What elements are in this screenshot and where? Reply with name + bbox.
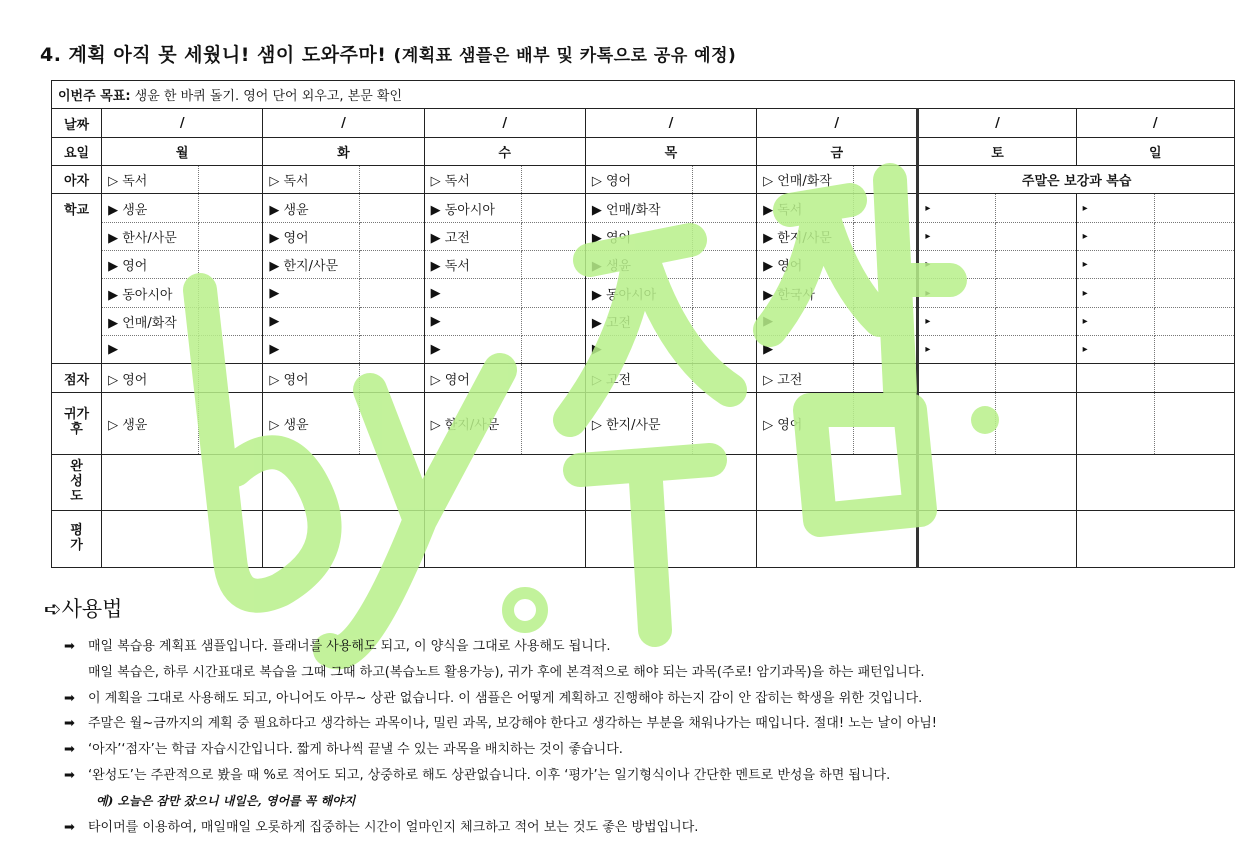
note-item: [64, 660, 937, 686]
eval-cell[interactable]: [585, 511, 756, 568]
note-item: [64, 634, 937, 660]
morning-task[interactable]: ▷ 영어: [585, 166, 692, 194]
weekday-label: 요일: [52, 137, 102, 165]
weekend-task[interactable]: ▸: [1076, 222, 1154, 250]
weekend-task[interactable]: ▸: [1076, 279, 1154, 307]
eval-cell[interactable]: [424, 511, 585, 568]
school-task[interactable]: ▶ 언매/화작: [585, 194, 692, 222]
completion-label-line2: 성: [70, 473, 83, 489]
weekend-task-check[interactable]: [1154, 336, 1234, 364]
selfstudy-label: 점자: [52, 364, 102, 392]
goal-label: 이번주 목표:: [58, 89, 131, 105]
eval-label: [52, 511, 102, 568]
school-task-check[interactable]: [360, 279, 424, 307]
note-text: 타이머를 이용하여, 매일매일 오롯하게 집중하는 시간이 얼마인지 체크하고 적어 보는 것도 좋은 방법입니다.: [88, 819, 699, 835]
home-task[interactable]: ▷ 영어: [757, 392, 854, 454]
arrow-icon: [64, 660, 88, 686]
weekend-task[interactable]: ▸: [1076, 194, 1154, 222]
selfstudy-task[interactable]: ▷ 고전: [757, 364, 854, 392]
school-row: [52, 222, 1235, 250]
weekend-cell[interactable]: [1076, 364, 1154, 392]
school-task[interactable]: ▶ 영어: [585, 222, 692, 250]
home-task-check[interactable]: [360, 392, 424, 454]
school-task-check[interactable]: [693, 336, 757, 364]
arrow-icon: ➡: [64, 742, 75, 758]
completion-label-line1: 완: [70, 458, 83, 474]
weekend-task-check[interactable]: [996, 336, 1076, 364]
school-task[interactable]: ▶: [424, 307, 521, 335]
date-cell[interactable]: /: [1076, 109, 1234, 137]
weekend-cell[interactable]: [918, 392, 996, 454]
weekday-cell: 일: [1076, 137, 1234, 165]
school-task[interactable]: ▶ 동아시아: [102, 279, 199, 307]
school-task-check[interactable]: [521, 279, 585, 307]
weekend-task[interactable]: ▸: [1076, 307, 1154, 335]
note-item: [64, 737, 937, 763]
home-row: [52, 392, 1235, 454]
home-task-check[interactable]: [854, 392, 918, 454]
school-task[interactable]: ▶: [102, 336, 199, 364]
completion-label-line3: 도: [70, 488, 83, 504]
home-task-check[interactable]: [521, 392, 585, 454]
note-text: 예) 오늘은 잠만 잤으니 내일은, 영어를 꼭 해야지: [96, 793, 356, 808]
note-item: [64, 711, 937, 737]
eval-cell[interactable]: [263, 511, 424, 568]
school-task[interactable]: ▶ 한국사: [757, 279, 854, 307]
school-task[interactable]: ▶ 영어: [263, 222, 360, 250]
morning-row: [52, 166, 1235, 194]
school-task-check[interactable]: [521, 222, 585, 250]
school-task-check[interactable]: [693, 279, 757, 307]
school-task-check[interactable]: [521, 194, 585, 222]
school-task-check[interactable]: [693, 194, 757, 222]
eval-cell[interactable]: [102, 511, 263, 568]
arrow-icon: [64, 789, 88, 815]
weekend-task[interactable]: ▸: [918, 279, 996, 307]
morning-label: 아자: [52, 166, 102, 194]
weekend-cell[interactable]: [1076, 392, 1154, 454]
school-task[interactable]: ▶ 독서: [757, 194, 854, 222]
completion-cell[interactable]: [102, 454, 263, 511]
weekday-cell: 수: [424, 137, 585, 165]
home-task[interactable]: ▷ 생윤: [263, 392, 360, 454]
selfstudy-row: [52, 364, 1235, 392]
morning-task[interactable]: ▷ 독서: [102, 166, 199, 194]
morning-task-check[interactable]: [693, 166, 757, 194]
eval-label-line2: 가: [70, 538, 83, 554]
heading-subtitle: (계획표 샘플은 배부 및 카톡으로 공유 예정): [393, 46, 737, 66]
weekend-task-check[interactable]: [996, 307, 1076, 335]
weekday-row: [52, 137, 1235, 165]
school-task-check[interactable]: [693, 222, 757, 250]
goal-cell: [52, 81, 1235, 109]
weekend-cell-check[interactable]: [1154, 364, 1234, 392]
school-row: [52, 307, 1235, 335]
home-task[interactable]: ▷ 한지/사문: [585, 392, 692, 454]
weekend-note: 주말은 보강과 복습: [918, 166, 1235, 194]
usage-notes: [64, 634, 937, 840]
arrow-icon: ➡: [64, 716, 75, 732]
school-task[interactable]: ▶ 독서: [424, 251, 521, 279]
date-row: [52, 109, 1235, 137]
arrow-icon: ➡: [64, 690, 75, 706]
date-cell[interactable]: /: [424, 109, 585, 137]
usage-title: ➪사용법: [44, 597, 123, 621]
completion-cell[interactable]: [263, 454, 424, 511]
morning-task[interactable]: ▷ 언매/화작: [757, 166, 854, 194]
weekend-task-check[interactable]: [996, 279, 1076, 307]
home-task[interactable]: ▷ 한지/사문: [424, 392, 521, 454]
weekend-cell-check[interactable]: [996, 364, 1076, 392]
weekend-task-check[interactable]: [996, 194, 1076, 222]
school-task[interactable]: ▶: [757, 307, 854, 335]
school-task[interactable]: ▶: [585, 336, 692, 364]
school-task[interactable]: ▶ 한지/사문: [263, 251, 360, 279]
selfstudy-task-check[interactable]: [199, 364, 263, 392]
school-task-check[interactable]: [199, 194, 263, 222]
school-task[interactable]: ▶ 생윤: [102, 194, 199, 222]
school-task[interactable]: ▶ 영어: [102, 251, 199, 279]
weekend-cell[interactable]: [918, 364, 996, 392]
completion-cell[interactable]: [918, 454, 1076, 511]
school-task-check[interactable]: [854, 279, 918, 307]
school-task[interactable]: ▶: [424, 279, 521, 307]
eval-row: [52, 511, 1235, 568]
heading-title: 4. 계획 아직 못 세웠니! 샘이 도와주마!: [40, 44, 387, 66]
weekend-task-check[interactable]: [996, 251, 1076, 279]
note-item: [64, 789, 937, 815]
school-task[interactable]: ▶ 고전: [424, 222, 521, 250]
school-task[interactable]: ▶ 생윤: [585, 251, 692, 279]
school-task-check[interactable]: [693, 251, 757, 279]
school-task[interactable]: ▶: [263, 279, 360, 307]
date-cell[interactable]: /: [263, 109, 424, 137]
note-item: [64, 763, 937, 789]
weekday-cell: 목: [585, 137, 756, 165]
school-task[interactable]: ▶: [263, 307, 360, 335]
eval-cell[interactable]: [1076, 511, 1234, 568]
selfstudy-task[interactable]: ▷ 영어: [263, 364, 360, 392]
school-task-check[interactable]: [199, 251, 263, 279]
weekend-task[interactable]: ▸: [1076, 336, 1154, 364]
eval-label-line1: 평: [70, 523, 83, 539]
home-label: [52, 392, 102, 454]
weekend-task[interactable]: ▸: [918, 194, 996, 222]
home-task[interactable]: ▷ 생윤: [102, 392, 199, 454]
morning-task-check[interactable]: [360, 166, 424, 194]
school-task[interactable]: ▶ 동아시아: [424, 194, 521, 222]
weekday-cell: 금: [757, 137, 918, 165]
morning-task-check[interactable]: [521, 166, 585, 194]
note-text: ‘아자’‘점자’는 학급 자습시간입니다. 짧게 하나씩 끝낼 수 있는 과목을 배치하는 것이 좋습니다.: [88, 742, 623, 758]
eval-cell[interactable]: [918, 511, 1076, 568]
school-task[interactable]: ▶ 언매/화작: [102, 307, 199, 335]
weekday-cell: 토: [918, 137, 1076, 165]
selfstudy-task-check[interactable]: [854, 364, 918, 392]
morning-task[interactable]: ▷ 독서: [424, 166, 521, 194]
school-task-check[interactable]: [854, 222, 918, 250]
planner-body: [52, 81, 1235, 568]
school-task-check[interactable]: [199, 222, 263, 250]
weekend-task[interactable]: ▸: [1076, 251, 1154, 279]
selfstudy-task-check[interactable]: [360, 364, 424, 392]
school-task[interactable]: ▶ 한지/사문: [757, 222, 854, 250]
note-text: ‘완성도’는 주관적으로 봤을 때 %로 적어도 되고, 상중하로 해도 상관없습니다. 이후 ‘평가’는 일기형식이나 간단한 멘트로 반성을 하면 됩니다.: [88, 767, 891, 783]
weekend-task-check[interactable]: [1154, 194, 1234, 222]
school-row: [52, 279, 1235, 307]
school-task[interactable]: ▶ 동아시아: [585, 279, 692, 307]
school-task[interactable]: ▶: [424, 336, 521, 364]
school-task[interactable]: ▶: [263, 336, 360, 364]
school-task-check[interactable]: [854, 194, 918, 222]
school-task-check[interactable]: [854, 251, 918, 279]
weekend-task[interactable]: ▸: [918, 307, 996, 335]
section-heading: [40, 40, 736, 67]
morning-task-check[interactable]: [199, 166, 263, 194]
school-task[interactable]: ▶ 영어: [757, 251, 854, 279]
morning-task[interactable]: ▷ 독서: [263, 166, 360, 194]
completion-row: [52, 454, 1235, 511]
selfstudy-task[interactable]: ▷ 영어: [424, 364, 521, 392]
weekday-cell: 화: [263, 137, 424, 165]
arrow-icon: ➡: [64, 639, 75, 654]
weekend-task[interactable]: ▸: [918, 336, 996, 364]
school-row: [52, 251, 1235, 279]
school-task-check[interactable]: [854, 307, 918, 335]
school-task-check[interactable]: [360, 307, 424, 335]
weekend-cell-check[interactable]: [996, 392, 1076, 454]
note-text: 주말은 월~금까지의 계획 중 필요하다고 생각하는 과목이나, 밀린 과목, 보강해야 한다고 생각하는 부분을 채워나가는 때입니다. 절대! 노는 날이 아님!: [88, 716, 938, 732]
school-row: [52, 194, 1235, 222]
weekday-cell: 월: [102, 137, 263, 165]
note-item: [64, 815, 937, 841]
school-task-check[interactable]: [199, 307, 263, 335]
selfstudy-task-check[interactable]: [693, 364, 757, 392]
goal-text: 생윤 한 바퀴 돌기. 영어 단어 외우고, 본문 확인: [134, 89, 403, 105]
home-label-line1: 귀가: [63, 407, 90, 423]
school-task-check[interactable]: [693, 307, 757, 335]
school-label: 학교: [52, 194, 102, 364]
school-row: [52, 336, 1235, 364]
date-cell[interactable]: /: [918, 109, 1076, 137]
date-label: 날짜: [52, 109, 102, 137]
weekend-task-check[interactable]: [1154, 307, 1234, 335]
completion-cell[interactable]: [424, 454, 585, 511]
goal-row: [52, 81, 1235, 109]
school-task-check[interactable]: [360, 251, 424, 279]
home-label-line2: 후: [70, 422, 83, 438]
note-text: 매일 복습용 계획표 샘플입니다. 플래너를 사용해도 되고, 이 양식을 그대로 사용해도 됩니다.: [88, 639, 611, 654]
morning-task-check[interactable]: [854, 166, 918, 194]
selfstudy-task-check[interactable]: [521, 364, 585, 392]
weekend-task[interactable]: ▸: [918, 222, 996, 250]
note-text: 이 계획을 그대로 사용해도 되고, 아니어도 아무~ 상관 없습니다. 이 샘플은 어떻게 계획하고 진행해야 하는지 감이 안 잡히는 학생을 위한 것입니다.: [88, 690, 923, 706]
arrow-icon: ➡: [64, 767, 75, 783]
note-item: [64, 686, 937, 712]
weekend-task-check[interactable]: [1154, 222, 1234, 250]
date-cell[interactable]: /: [585, 109, 756, 137]
completion-label: [52, 454, 102, 511]
school-task-check[interactable]: [199, 279, 263, 307]
school-task[interactable]: ▶: [757, 336, 854, 364]
home-task-check[interactable]: [693, 392, 757, 454]
completion-cell[interactable]: [585, 454, 756, 511]
arrow-icon: ➡: [64, 819, 75, 835]
weekend-task-check[interactable]: [1154, 251, 1234, 279]
weekend-cell-check[interactable]: [1154, 392, 1234, 454]
selfstudy-task[interactable]: ▷ 영어: [102, 364, 199, 392]
school-task-check[interactable]: [360, 222, 424, 250]
date-cell[interactable]: /: [757, 109, 918, 137]
school-task-check[interactable]: [854, 336, 918, 364]
school-task-check[interactable]: [521, 336, 585, 364]
school-task[interactable]: ▶ 생윤: [263, 194, 360, 222]
weekend-task-check[interactable]: [996, 222, 1076, 250]
weekend-task[interactable]: ▸: [918, 251, 996, 279]
school-task[interactable]: ▶ 고전: [585, 307, 692, 335]
school-task-check[interactable]: [360, 194, 424, 222]
date-cell[interactable]: /: [102, 109, 263, 137]
weekend-task-check[interactable]: [1154, 279, 1234, 307]
completion-cell[interactable]: [757, 454, 918, 511]
selfstudy-task[interactable]: ▷ 고전: [585, 364, 692, 392]
home-task-check[interactable]: [199, 392, 263, 454]
school-task-check[interactable]: [521, 251, 585, 279]
eval-cell[interactable]: [757, 511, 918, 568]
school-task-check[interactable]: [360, 336, 424, 364]
school-task[interactable]: ▶ 한사/사문: [102, 222, 199, 250]
school-task-check[interactable]: [199, 336, 263, 364]
weekly-plan-table: [51, 80, 1235, 568]
note-text: 매일 복습은, 하루 시간표대로 복습을 그때 그때 하고(복습노트 활용가능), 귀가 후에 본격적으로 해야 되는 과목(주로! 암기과목)을 하는 패턴입니다.: [88, 664, 925, 680]
completion-cell[interactable]: [1076, 454, 1234, 511]
school-task-check[interactable]: [521, 307, 585, 335]
